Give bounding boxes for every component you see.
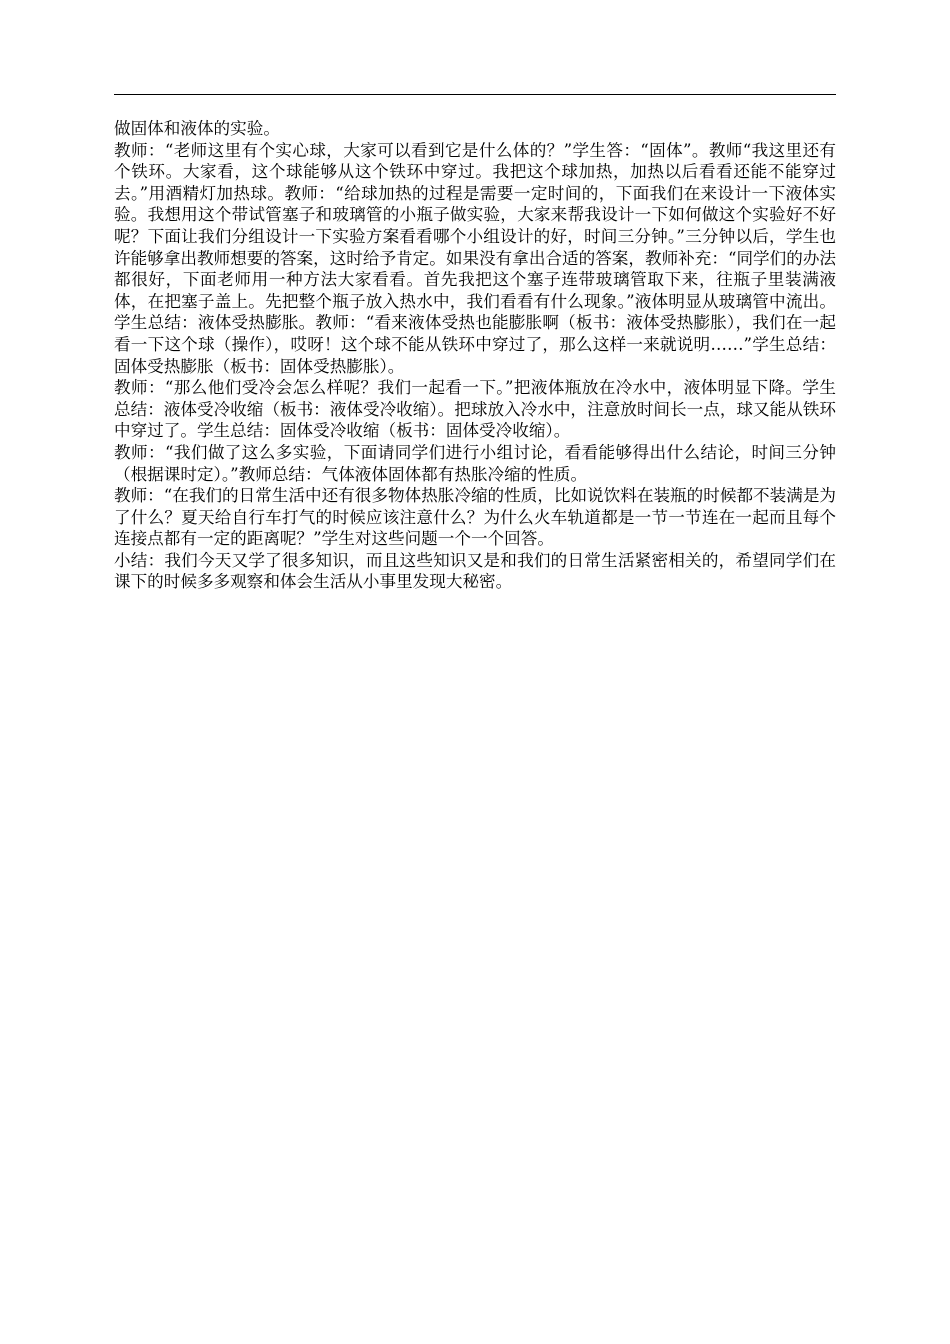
paragraph-daily-life: 教师：“在我们的日常生活中还有很多物体热胀冷缩的性质，比如说饮料在装瓶的时候都不装满是为了什么？夏天给自行车打气的时候应该注意什么？为什么火车轨道都是一节一节连在一起而且每个连接点都有一定的距离呢？”学生对这些问题一个一个回答。 xyxy=(114,486,837,549)
header-rule xyxy=(114,94,836,95)
paragraph-cooling-experiment: 教师：“那么他们受冷会怎么样呢？我们一起看一下。”把液体瓶放在冷水中，液体明显下降。学生总结：液体受冷收缩（板书：液体受冷收缩）。把球放入冷水中，注意放时间长一点，球又能从铁环中穿过了。学生总结：固体受冷收缩（板书：固体受冷收缩）。 xyxy=(114,378,836,441)
document-body xyxy=(114,118,836,593)
paragraph-group-discussion: 教师：“我们做了这么多实验，下面请同学们进行小组讨论，看看能够得出什么结论，时间三分钟（根据课时定）。”教师总结：气体液体固体都有热胀冷缩的性质。 xyxy=(114,442,836,484)
paragraph-summary: 小结：我们今天又学了很多知识，而且这些知识又是和我们的日常生活紧密相关的，希望同学们在课下的时候多多观察和体会生活从小事里发现大秘密。 xyxy=(114,550,836,592)
paragraph-intro: 做固体和液体的实验。 xyxy=(114,119,280,138)
paragraph-heating-experiment: 教师：“老师这里有个实心球，大家可以看到它是什么体的？”学生答：“固体”。教师“我这里还有个铁环。大家看，这个球能够从这个铁环中穿过。我把这个球加热，加热以后看看还能不能穿过去。”用酒精灯加热球。教师：“给球加热的过程是需要一定时间的，下面我们在来设计一下液体实验。我想用这个带试管塞子和玻璃管的小瓶子做实验，大家来帮我设计一下如何做这个实验好不好呢？下面让我们分组设计一下实验方案看看哪个小组设计的好，时间三分钟。”三分钟以后，学生也许能够拿出教师想要的答案，这时给予肯定。如果没有拿出合适的答案，教师补充：“同学们的办法都很好，下面老师用一种方法大家看看。首先我把这个塞子连带玻璃管取下来，往瓶子里装满液体，在把塞子盖上。先把整个瓶子放入热水中，我们看看有什么现象。”液体明显从玻璃管中流出。学生总结：液体受热膨胀。教师：“看来液体受热也能膨胀啊（板书：液体受热膨胀），我们在一起看一下这个球（操作），哎呀！这个球不能从铁环中穿过了，那么这样一来就说明……”学生总结：固体受热膨胀（板书：固体受热膨胀）。 xyxy=(114,140,837,376)
